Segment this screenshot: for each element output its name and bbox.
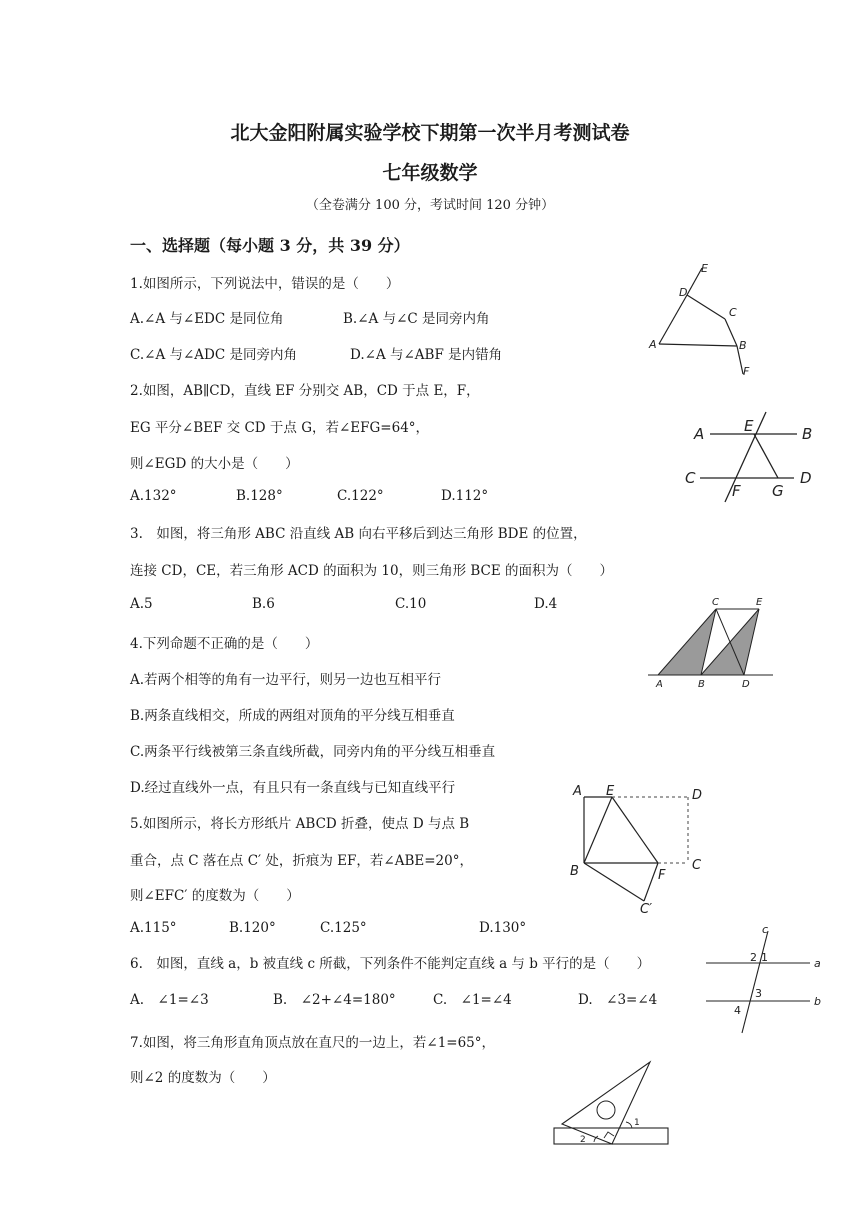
q2-option-d: D.112° xyxy=(441,488,489,504)
q5-line3: 则∠EFC′ 的度数为（ ） xyxy=(130,888,300,904)
q5-option-a: A.115° xyxy=(130,920,177,936)
q6-option-c: C. ∠1=∠4 xyxy=(433,992,512,1008)
q3-label-e: E xyxy=(756,597,763,608)
q1-label-e: E xyxy=(701,262,708,275)
q1-label-f: F xyxy=(743,365,750,378)
q1-label-d: D xyxy=(679,286,688,299)
q5-option-b: B.120° xyxy=(229,920,276,936)
q3-line2: 连接 CD，CE，若三角形 ACD 的面积为 10，则三角形 BCE 的面积为（ ） xyxy=(130,563,614,579)
q5-label-f: F xyxy=(658,868,666,883)
q1-label-c: C xyxy=(729,306,737,319)
page-title: 北大金阳附属实验学校下期第一次半月考测试卷 xyxy=(230,122,630,144)
q3-figure xyxy=(648,595,778,690)
q1-option-c: C.∠A 与∠ADC 是同旁内角 xyxy=(130,347,297,363)
q1-option-d: D.∠A 与∠ABF 是内错角 xyxy=(350,347,503,363)
q5-line1: 5.如图所示，将长方形纸片 ABCD 折叠，使点 D 与点 B xyxy=(130,816,470,832)
q5-label-e: E xyxy=(606,784,615,799)
q2-line1: 2.如图，AB∥CD，直线 EF 分别交 AB，CD 于点 E，F， xyxy=(130,383,480,399)
q6-angle-1: 1 xyxy=(761,951,768,964)
q6-label-c: c xyxy=(762,923,769,936)
q2-label-e: E xyxy=(744,417,754,435)
q6-option-d: D. ∠3=∠4 xyxy=(578,992,658,1008)
q6-angle-2: 2 xyxy=(750,951,757,964)
q4-option-d: D.经过直线外一点，有且只有一条直线与已知直线平行 xyxy=(130,780,456,796)
q2-label-b: B xyxy=(802,425,813,443)
q2-line2: EG 平分∠BEF 交 CD 于点 G，若∠EFG=64°， xyxy=(130,420,430,436)
q3-label-b: B xyxy=(698,679,705,690)
q1-stem: 1.如图所示，下列说法中，错误的是（ ） xyxy=(130,276,400,292)
q6-option-a: A. ∠1=∠3 xyxy=(130,992,209,1008)
q2-label-a: A xyxy=(694,425,705,443)
q4-option-b: B.两条直线相交，所成的两组对顶角的平分线互相垂直 xyxy=(130,708,455,724)
q1-figure xyxy=(645,262,755,380)
q7-angle-1: 1 xyxy=(634,1118,640,1128)
q3-line1: 3. 如图，将三角形 ABC 沿直线 AB 向右平移后到达三角形 BDE 的位置， xyxy=(130,526,587,542)
q6-option-b: B. ∠2+∠4=180° xyxy=(273,992,396,1008)
q5-line2: 重合，点 C 落在点 C′ 处，折痕为 EF，若∠ABE=20°， xyxy=(130,853,473,869)
q5-figure xyxy=(568,783,716,917)
q2-line3: 则∠EGD 的大小是（ ） xyxy=(130,456,299,472)
q2-label-f: F xyxy=(732,482,741,500)
section-title: 一、选择题（每小题 3 分，共 39 分） xyxy=(130,236,410,255)
q3-label-c: C xyxy=(712,597,719,608)
q6-stem: 6. 如图，直线 a，b 被直线 c 所截，下列条件不能判定直线 a 与 b 平行的是（ ） xyxy=(130,956,651,972)
q4-stem: 4.下列命题不正确的是（ ） xyxy=(130,636,319,652)
q2-option-c: C.122° xyxy=(337,488,384,504)
q2-option-a: A.132° xyxy=(130,488,177,504)
q5-option-d: D.130° xyxy=(479,920,527,936)
q2-option-b: B.128° xyxy=(236,488,283,504)
q3-label-d: D xyxy=(742,679,750,690)
q2-label-g: G xyxy=(772,482,784,500)
q6-figure xyxy=(700,925,828,1040)
q3-option-a: A.5 xyxy=(130,596,153,612)
q7-angle-2: 2 xyxy=(580,1135,586,1145)
q1-option-a: A.∠A 与∠EDC 是同位角 xyxy=(130,311,284,327)
exam-note: （全卷满分 100 分，考试时间 120 分钟） xyxy=(305,198,555,213)
q3-option-c: C.10 xyxy=(395,596,427,612)
q5-label-d: D xyxy=(692,788,703,803)
q6-label-a: a xyxy=(814,957,821,970)
q3-option-d: D.4 xyxy=(534,596,558,612)
q7-line2: 则∠2 的度数为（ ） xyxy=(130,1070,276,1086)
q5-label-c: C xyxy=(692,858,702,873)
q4-option-c: C.两条平行线被第三条直线所截，同旁内角的平分线互相垂直 xyxy=(130,744,496,760)
q4-option-a: A.若两个相等的角有一边平行，则另一边也互相平行 xyxy=(130,672,442,688)
q7-figure xyxy=(548,1058,676,1150)
q5-label-b: B xyxy=(570,864,579,879)
q1-label-b: B xyxy=(739,339,747,352)
q3-option-b: B.6 xyxy=(252,596,275,612)
q2-label-d: D xyxy=(800,469,812,487)
q5-label-a: A xyxy=(573,784,582,799)
q2-figure xyxy=(682,407,822,502)
q2-label-c: C xyxy=(685,469,696,487)
q1-label-a: A xyxy=(649,338,657,351)
page-subtitle: 七年级数学 xyxy=(382,162,478,184)
q7-line1: 7.如图，将三角形直角顶点放在直尺的一边上，若∠1=65°， xyxy=(130,1035,496,1051)
q6-label-b: b xyxy=(814,995,821,1008)
q1-option-b: B.∠A 与∠C 是同旁内角 xyxy=(343,311,490,327)
q5-option-c: C.125° xyxy=(320,920,367,936)
q5-label-c-prime: C′ xyxy=(640,902,653,917)
q6-angle-4: 4 xyxy=(734,1004,741,1017)
q6-angle-3: 3 xyxy=(755,987,762,1000)
q3-label-a: A xyxy=(656,679,663,690)
